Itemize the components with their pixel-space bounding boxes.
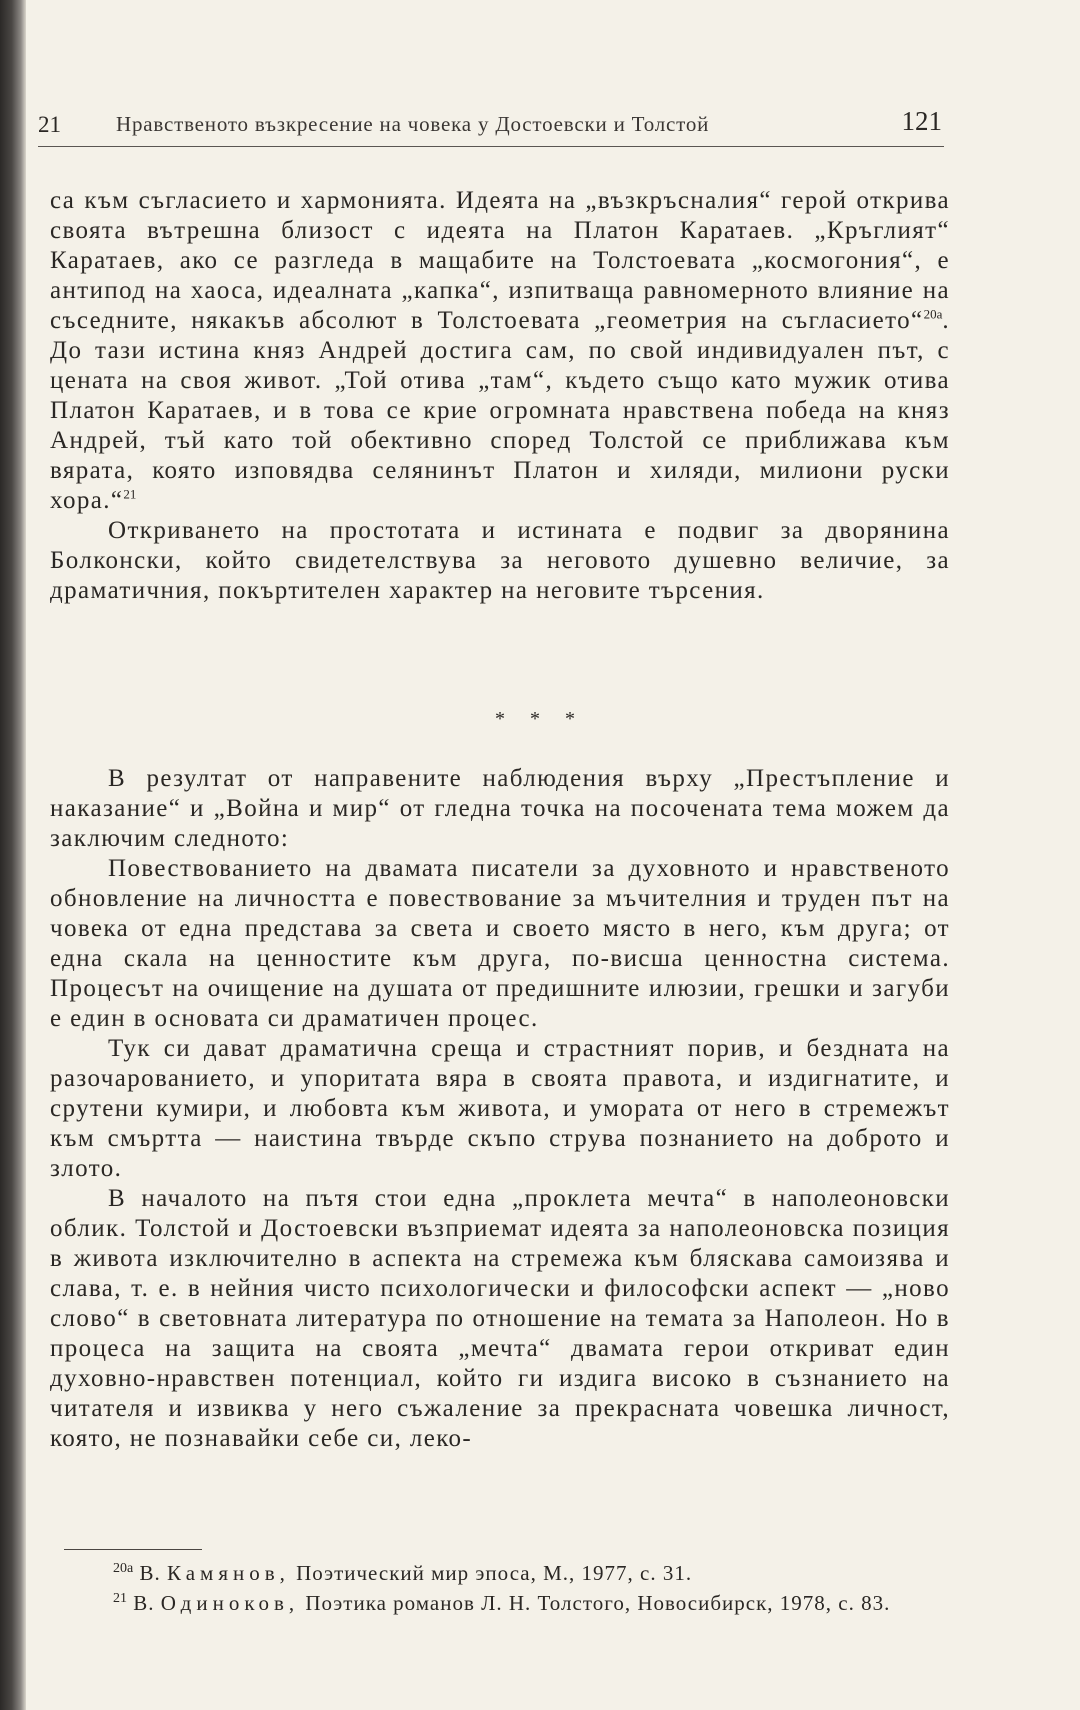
footnote-initial: В.: [139, 1561, 161, 1585]
paragraph: Повествованието на двамата писатели за духовното и нравственото обновление на личността е повествование за мъчителния и труден път на човека от една представа за света и своето място в него, към друга; от една скала на ценностите към друга, по-висша ценностна система. Процесът на очищение на душата от предишните илюзии, грешки и загуби е един в основата си драматичен процес.: [50, 855, 950, 1032]
chapter-number: 21: [38, 112, 61, 137]
footnote-text: Поэтический мир эпоса, М., 1977, с. 31.: [296, 1561, 693, 1585]
paragraph: [50, 186, 950, 516]
paragraph-text: са към съгласието и хармонията. Идеята на „възкръсналия“ герой открива своята вътрешна близост с идеята на Платон Каратаев. „Кръглият“ Каратаев, ако се разгледа в мащабите на Толстоевата „космогония“, е антипод на хаоса, идеалната „капка“, изпитваща равномерното влияние на съседните, някакъв абсолют в Толстоевата „геометрия на съгласието“: [50, 187, 950, 334]
footnotes: [50, 1558, 956, 1618]
footnote-text: Поэтика романов Л. Н. Толстого, Новосибирск, 1978, с. 83.: [305, 1591, 891, 1615]
footnote-mark: 21: [113, 1591, 127, 1606]
text-block-2: [50, 764, 950, 1454]
footnote-ref: 20а: [923, 306, 943, 322]
paragraph: В резултат от направените наблюдения върху „Престъпление и наказание“ и „Война и мир“ от гледна точка на посочената тема можем да заключим следното:: [50, 765, 950, 852]
book-spine-shadow: [0, 0, 26, 1710]
footnote-author: Одиноков,: [160, 1591, 300, 1615]
footnote-ref: 21: [123, 486, 137, 502]
running-title: Нравственото възкресение на човека у Достоевски и Толстой: [116, 112, 710, 136]
running-header: [38, 106, 944, 147]
footnote-divider: [64, 1549, 202, 1550]
footnote: [50, 1558, 956, 1588]
paragraph: Тук си дават драматична среща и страстният порив, и бездната на разочарованието, и упоритата вяра в своята правота, и издигнатите, и срутени кумири, и любовта към живота, и умората от него в стремежът към смъртта — наистина твърде скъпо струва познанието на доброто и злото.: [50, 1035, 950, 1182]
section-separator: * * *: [495, 708, 585, 730]
footnote-author: Камянов,: [166, 1561, 290, 1585]
footnote: [50, 1588, 956, 1618]
footnote-mark: 20а: [113, 1561, 134, 1576]
paragraph-text: . До тази истина княз Андрей достига сам, по свой индивидуален път, с цената на своя живот. „Той отива „там“, където също като мужик отива Платон Каратаев, и в това се крие огромната нравствена победа на княз Андрей, тъй като той обективно според Толстой се приближава към вярата, която изповядва селянинът Платон и хиляди, милиони руски хора.“: [50, 307, 950, 514]
page-number: 121: [901, 106, 942, 136]
paragraph: В началото на пътя стои една „проклета мечта“ в наполеоновски облик. Толстой и Достоевски възприемат идеята за наполеоновска позиция в живота изключително в аспекта на стремежа към бляскава самоизява и слава, т. е. в нейния чисто психологически и философски аспект — „ново слово“ в световната литература по отношение на темата за Наполеон. Но в процеса на защита на своята „мечта“ двамата герои откриват един духовно-нравствен потенциал, който ги издига високо в съзнанието на читателя и извиква у него съжаление за прекрасната човешка личност, която, не познавайки себе си, леко-: [50, 1185, 950, 1452]
paragraph: Откриването на простотата и истината е подвиг за дворянина Болконски, който свидетелствува за неговото душевно величие, за драматичния, покъртителен характер на неговите търсения.: [50, 517, 950, 604]
footnote-initial: В.: [133, 1591, 155, 1615]
text-block-1: [50, 186, 950, 606]
